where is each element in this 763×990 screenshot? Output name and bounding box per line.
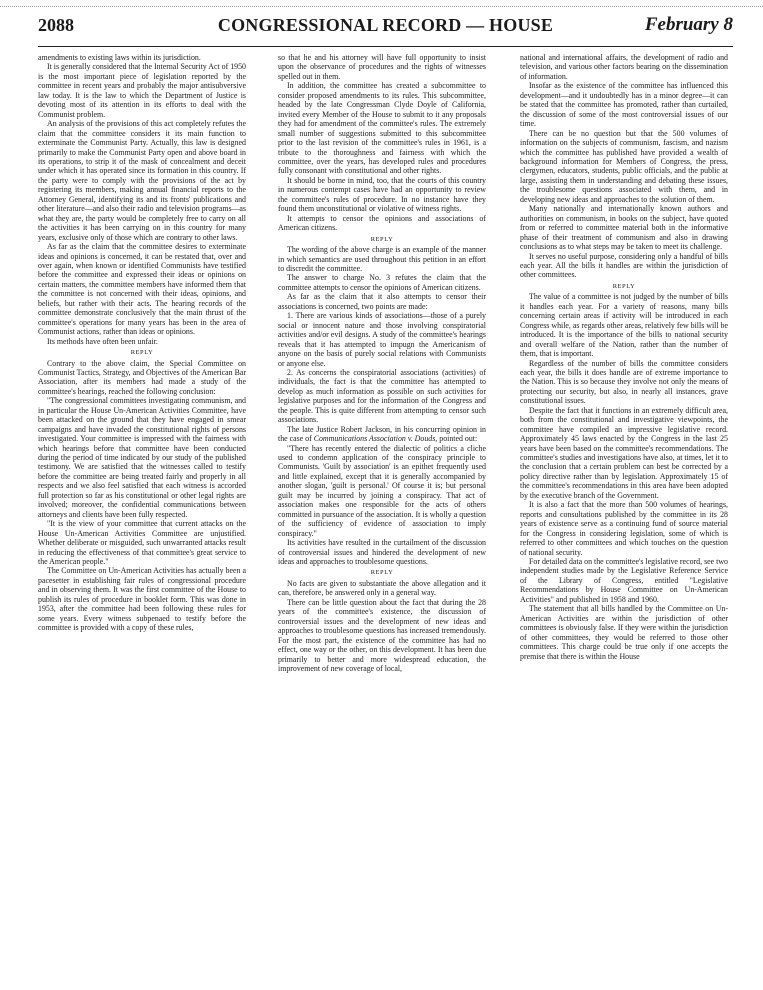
paragraph: The answer to charge No. 3 refutes the claim that the committee attempts to censor the opinions of American citizens. bbox=[278, 273, 486, 292]
paragraph: It serves no useful purpose, considering only a handful of bills each year. All the bills it handles are within the jurisdiction of other committees. bbox=[520, 251, 728, 280]
paragraph: It is also a fact that the more than 500 volumes of hearings, reports and consultations published by the committee in its 28 years of existence serve as a continuing fund of source material for the Congress in considering legislation, some of which is referred to other committees and which touches on the question of national security. bbox=[520, 500, 728, 557]
text-column-1 bbox=[38, 53, 246, 983]
paragraph: It attempts to censor the opinions and associations of American citizens. bbox=[278, 213, 486, 233]
reply-heading: REPLY bbox=[370, 235, 394, 243]
page-header bbox=[38, 10, 733, 40]
reply-heading: REPLY bbox=[370, 569, 394, 577]
paragraph: so that he and his attorney will have full opportunity to insist upon the observance of procedures and the rights of witnesses spelled out in them. bbox=[278, 53, 486, 81]
text-column-2 bbox=[278, 53, 486, 983]
paragraph: amendments to existing laws within its jurisdiction. bbox=[38, 53, 201, 62]
paragraph: The late Justice Robert Jackson, in his concurring opinion in the case of Communications Association v. Douds, pointed out: bbox=[278, 424, 486, 444]
paragraph: national and international affairs, the development of radio and television, and various other factors bearing on the dissemination of information. bbox=[520, 53, 728, 81]
paragraph: 2. As concerns the conspiratorial associations (activities) of individuals, the fact is that the committee has attempted to develop as much information as possible on such activities for legislative purposes and for the information of the Congress and the people. This is quite different from attempting to censor such associations. bbox=[278, 367, 486, 425]
paragraph: Insofar as the existence of the committee has influenced this development—and it undoubtedly has in a minor degree—it can be stated that the committee has promoted, rather than curtailed, the discussion of some of the most controversial issues of our time. bbox=[520, 81, 728, 129]
text-column-3 bbox=[520, 53, 728, 983]
reply-heading: REPLY bbox=[130, 349, 154, 357]
paragraph: The wording of the above charge is an example of the manner in which semantics are used throughout this petition in an effort to discredit the committee. bbox=[278, 245, 486, 273]
paragraph: The value of a committee is not judged by the number of bills it handles each year. For a variety of reasons, many bills concerning certain areas if activity will be introduced in each Congress while, as regards other areas, relatively few bills will be introduced. It is the importance of the bills to national security and overall welfare of the Nation, rather than the number of them, that is important. bbox=[520, 292, 728, 359]
paragraph: As far as the claim that the committee desires to exterminate ideas and opinions is concerned, it can be restated that, over and over again, when known or identified Communists have testified before the committee and expressed their ideas or opinions on certain matters, the committee members have informed them that the committee is not concerned with their ideas, opinions, and beliefs, but rather with their acts. The hearing records of the committee demonstrate conclusively that the main thrust of the committee's operations for many years has been in the area of Communist actions, rather than ideas or opinions. bbox=[38, 242, 246, 337]
paragraph: Contrary to the above claim, the Special Committee on Communist Tactics, Strategy, and Objectives of the American Bar Association, after its members had made a study of the committee's hearings, reached the following conclusion: bbox=[38, 358, 246, 396]
page-number: 2088 bbox=[38, 15, 74, 35]
paragraph: It is generally considered that the Internal Security Act of 1950 is the most important piece of legislation reported by the committee in recent years and probably the major antisubversive law today. It is the law to which the Department of Justice is devoting most of its attention in its efforts to deal with the Communist problem. bbox=[38, 62, 246, 119]
paragraph: As far as the claim that it also attempts to censor their associations is concerned, two points are made: bbox=[278, 292, 486, 311]
paragraph: Its methods have often been unfair. bbox=[47, 336, 158, 346]
paragraph: In addition, the committee has created a subcommittee to consider proposed amendments to its rules. This subcommittee, headed by the late Congressman Clyde Doyle of California, invited every Member of the House to submit to it any proposals they had for amendment of the committee's rules. The extremely small number of suggestions submitted to this subcommittee prior to the last revision of the committee's rules in 1961, is a tribute to the thoroughness and fairness with which the committee, over the years, has developed rules and procedures fully consonant with constitutional and other rights. bbox=[278, 81, 486, 176]
paragraph: There can be little question about the fact that during the 28 years of the committee's existence, the discussion of controversial issues and the development of new ideas and approaches to troublesome questions has increased tremendously. For the most part, the existence of the committee has had no effect, one way or the other, on this development. It has been due primarily to better and more widespread education, the improvement of new coverage of local, bbox=[278, 597, 486, 673]
paragraph: The statement that all bills handled by the Committee on Un-American Activities are within the jurisdiction of other committees is obviously false. If they were within the jurisdiction of other committees, they would be referred to those other committees. This charge could be true only if one accepts the premise that there is within the House bbox=[520, 604, 728, 661]
paragraph: 1. There are various kinds of associations—those of a purely social or innocent nature and those involving conspiratorial activities and/or evil designs. A study of the committee's hearings reveals that it has attempted to impugn the Americanism of anyone on the basis of purely social relations with Communists or anyone else. bbox=[278, 311, 486, 368]
paragraph: "The congressional committees investigating communism, and in particular the House Un-American Activities Committee, have been attacked on the ground that they have engaged in smear campaigns and have invaded the constitutional rights of persons investigated. Your committee is impressed with the fairness with which hearings before that committee have been conducted during the period of time indicated by our study of the published testimony. We are satisfied that the witnesses called to testify before the committee are being treated fairly and properly in all respects and we also feel satisfied that each witness is accorded full protection so far as his constitutional or other legal rights are involved; moreover, the confidential communications between attorneys and clients have been fully respected. bbox=[38, 396, 246, 519]
paragraph: It should be borne in mind, too, that the courts of this country in numerous contempt cases have had an opportunity to review the committee's rules of procedure. In no instance have they found them unconstitutional or violative of witness rights. bbox=[278, 175, 486, 214]
paragraph: Despite the fact that it functions in an extremely difficult area, both from the constitutional and investigative viewpoints, the committee have compiled an impressive legislative record. Approximately 45 laws enacted by the Congress in the last 25 years have been based on the committee's recommendations. The committee's studies and investigations have also, at times, let it to the conclusion that a certain problem can best be corrected by a policy directive rather than by legislation. Approximately 15 of the committee's recommendations in this area have been adopted by the executive branch of the Government. bbox=[520, 405, 728, 500]
paragraph: Its activities have resulted in the curtailment of the discussion of controversial issues and hindered the development of new ideas and approaches to troublesome questions. bbox=[278, 538, 486, 567]
paragraph: "There has recently entered the dialectic of politics a cliche used to condemn application of the conspiracy principle to Communists. 'Guilt by association' is an epithet frequently used and little explained, except that it is generally accompanied by another slogan, 'guilt is personal.' Of course it is; but personal guilt may be incurred by joining a conspiracy. That act of association makes one responsible for the acts of others committed in pursuance of the association. It is wholly a question of the sufficiency of evidence of association to imply conspiracy." bbox=[278, 443, 486, 538]
top-border bbox=[0, 6, 763, 7]
paragraph: "It is the view of your committee that current attacks on the House Un-American Activities Committee are unjustified. Whether deliberate or misguided, such unwarranted attacks result in reducing the effectiveness of that committee's great service to the American people." bbox=[38, 519, 246, 567]
paragraph: No facts are given to substantiate the above allegation and it can, therefore, be answered only in a general way. bbox=[278, 578, 486, 598]
reply-heading: REPLY bbox=[612, 282, 636, 290]
journal-title: CONGRESSIONAL RECORD — HOUSE bbox=[217, 15, 554, 35]
paragraph: For detailed data on the committee's legislative record, see two independent studies made by the Legislative Reference Service of the Library of Congress, entitled "Legislative Recommendations by House Committee on Un-American Activities" and published in 1958 and 1960. bbox=[520, 557, 728, 604]
paragraph: The Committee on Un-American Activities has actually been a pacesetter in establishing fair rules of congressional procedure and in observing them. It was the first committee of the House to publish its rules of procedure in booklet form. This was done in 1953, after the committee had been following these rules for some years. Every witness subpenaed to testify before the committee is provided with a copy of these rules, bbox=[38, 566, 246, 633]
paragraph: An analysis of the provisions of this act completely refutes the claim that the committee considers it its main function to exterminate the Communist Party. Actually, this law is designed primarily to make the Communist Party open and above board in its operations, to strip it of the mask of concealment and deceit under which it has operated since its formation in this country. If the party were to comply with the provisions of the act by registering its members, making annual financial reports to the Attorney General, identifying its and its fronts' publications and other literature—and also their radio and television programs—as what they are, the party would be completely free to carry on all the activities it has been carrying on in this country for many years, exclusive only of those which are contrary to other laws. bbox=[38, 119, 246, 242]
paragraph: Regardless of the number of bills the committee considers each year, the bills it does handle are of extreme importance to the Nation. This is so because they involve not only the means of protecting our security, but also, in nearly all instances, grave constitutional issues. bbox=[520, 358, 728, 406]
header-rule bbox=[38, 46, 733, 47]
paragraph: Many nationally and internationally known authors and authorities on communism, in books on the subject, have quoted from or referred to committee material both in the informative phase of their treatment of communism and also in drawing conclusions as to what steps may be taken to meet its challenge. bbox=[520, 204, 728, 252]
issue-date: February 8 bbox=[644, 14, 733, 35]
paragraph: There can be no question but that the 500 volumes of information on the subjects of communism, fascism, and nazism which the committee has published have provided a wealth of background information for Members of Congress, the press, clergymen, educators, students, public officials, and the public at large, assisting them in understanding and debating these issues, the troublesome questions associated with them, and in developing new ideas and approaches to the solution of them. bbox=[520, 128, 728, 204]
